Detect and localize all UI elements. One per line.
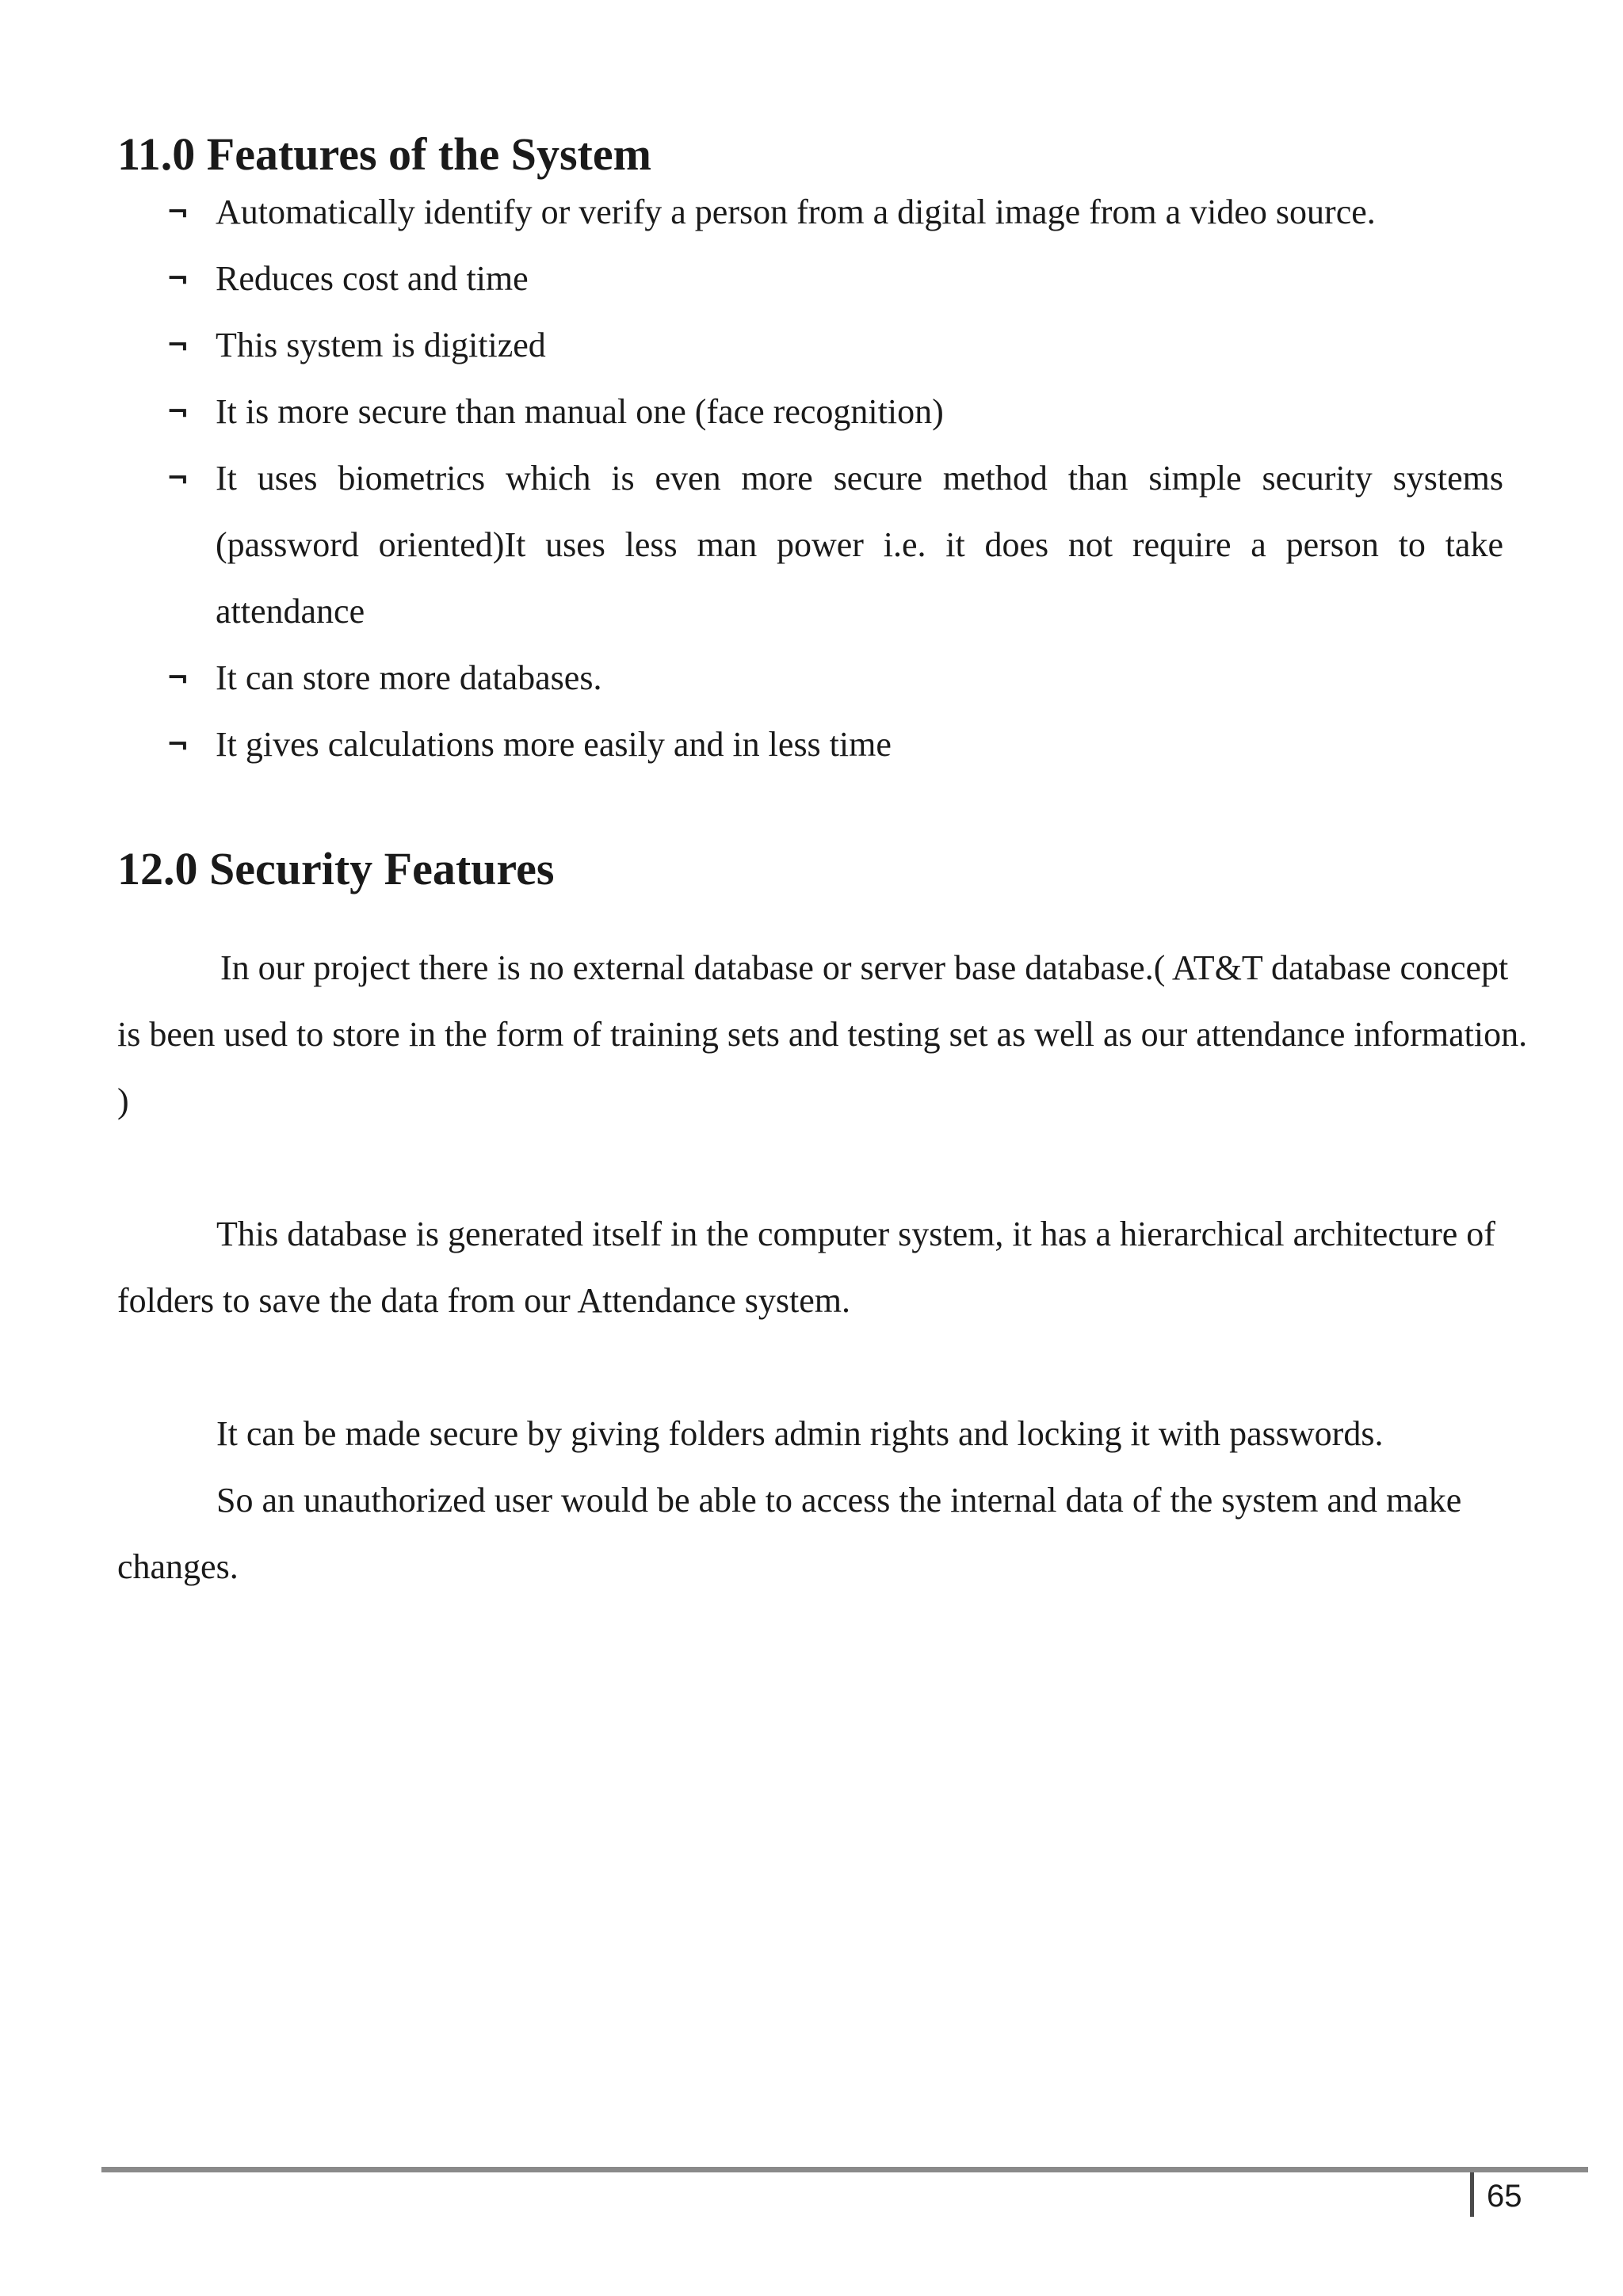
page-number-divider (1470, 2172, 1474, 2217)
paragraph: In our project there is no external database or server base database.( AT&T database concept is been used to store in the form of training sets and testing set as well as our attendance information. ) (117, 948, 1528, 1120)
bullet-icon: ¬ (166, 263, 189, 295)
bullet-icon: ¬ (166, 729, 189, 761)
paragraph: It can be made secure by giving folders admin rights and locking it with passwords. (216, 1414, 1384, 1453)
list-item-text: It is more secure than manual one (face recognition) (216, 392, 944, 431)
footer-divider (101, 2167, 1588, 2172)
bullet-icon: ¬ (166, 196, 189, 228)
paragraph: So an unauthorized user would be able to access the internal data of the system and make changes. (117, 1481, 1462, 1586)
section-heading-security: 12.0 Security Features (117, 843, 555, 894)
list-item-text: This system is digitized (216, 326, 546, 364)
list-item-text: It uses biometrics which is even more secure method than simple security systems (password oriented)It uses less man power i.e. it does not require a person to take attendance (216, 459, 1503, 631)
bullet-icon: ¬ (166, 463, 189, 494)
bullet-icon: ¬ (166, 662, 189, 694)
bullet-icon: ¬ (166, 330, 189, 361)
page-number: 65 (1487, 2179, 1522, 2214)
bullet-icon: ¬ (166, 396, 189, 428)
list-item-text: Reduces cost and time (216, 259, 529, 298)
list-item-text: It gives calculations more easily and in less time (216, 725, 892, 764)
section-heading-features: 11.0 Features of the System (117, 128, 651, 180)
list-item-text: It can store more databases. (216, 658, 602, 697)
list-item-text: Automatically identify or verify a person from a digital image from a video source. (216, 193, 1376, 231)
paragraph: This database is generated itself in the computer system, it has a hierarchical architecture of folders to save the data from our Attendance system. (117, 1215, 1495, 1320)
